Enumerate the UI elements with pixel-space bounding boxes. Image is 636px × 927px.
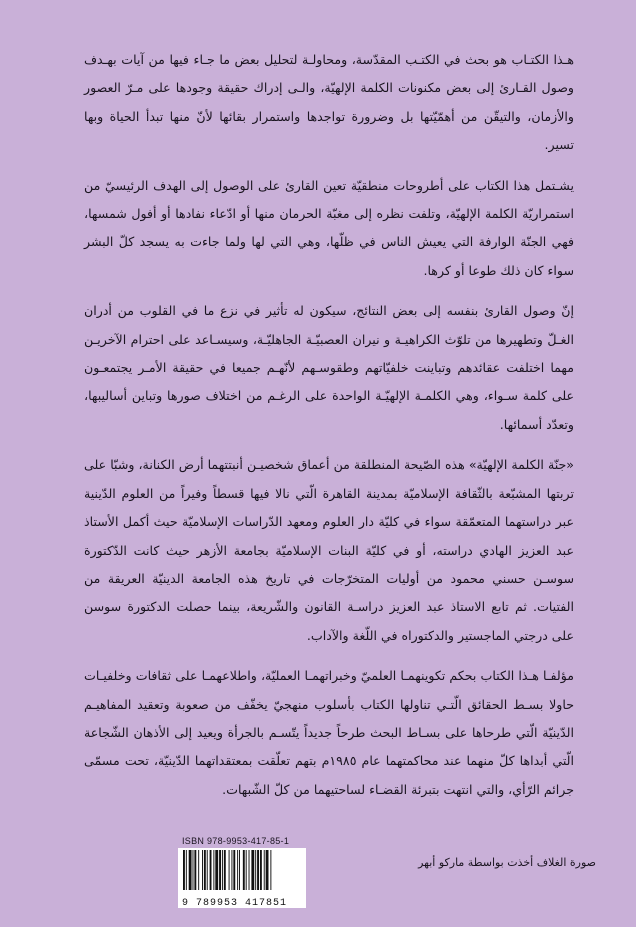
paragraph-4: «جنّة الكلمة الإلهيّة» هذه الصّيحة المنطلقة من أعماق شخصيـن أنبتتهما أرض الكنانة، وشبّا على تربتها المشبّعة بالثّقافة الإسلاميّة بمدينة القاهرة الّتي نالا فيها قسطاً وفيراً من العلوم الدّينية عبر دراستهما المتعمّقة سواء في كليّة دار العلوم ومعهد الدّراسات الإسلاميّة حيث أكمل الأستاذ عبد العزيز الهادي دراسته، أو في كليّة البنات الإسلاميّة بجامعة الأزهر حيث كانت الدّكتورة سوسـن حسني محمود من أوليات المتخرّجات في تاريخ هذه الجامعة الدينيّة العريقة من الفتيات. ثم تابع الاستاذ عبد العزيز دراسـة القانون والشّريعة، بينما حصلت الدكتورة سوسن على درجتي الماجستير والدكتوراه في اللّغة والآداب.: [84, 457, 574, 643]
paragraph-1: هـذا الكتـاب هو بحث في الكتـب المقدّسة، ومحاولـة لتحليل بعض ما جـاء فيها من آيات بهـدف وصول القـارئ إلى بعض مكنونات الكلمة الإلهيّة، والـى إدراك حقيقة وجودها على مـرّ العصور والأزمان، والتيقّن من أهمّيّتها بل وضرورة تواجدها واستمرار بقائها لأنّ منها تبدأ الحياة وبها تسير.: [84, 52, 574, 153]
cover-photo-credit: صورة الغلاف أخذت بواسطة ماركو أبهر: [418, 856, 596, 869]
blurb-text: [84, 46, 574, 816]
barcode-bars-icon: [181, 850, 297, 890]
paragraph-5: مؤلفـا هـذا الكتاب بحكم تكوينهمـا العلميّ وخبراتهمـا العمليّة، واطلاعهمـا على ثقافات وخلفيـات حاولا بسـط الحقائق الّتـي تناولها الكتاب بأسلوب منهجيّ يخفّف من صعوبة وتعقيد المفاهيـم الدّينيّة الّتي طرحاها على بسـاط البحث طرحاً جديداً يتّسـم بالجرأة ويعيد إلى الأذهان الشّجاعة الّتي أبداها كلّ منهما عند محاكمتهما عام ١٩٨٥م بتهم تعلّقت بمعتقداتهما الدّينيّة، تحت مسمّى جرائم الرّأي، والتي انتهت بتبرئة القضـاء لساحتيهما من كلّ الشّبهات.: [84, 668, 574, 797]
isbn-label: ISBN 978-9953-417-85-1: [182, 836, 290, 846]
barcode: [178, 848, 306, 908]
isbn-area: [182, 838, 602, 908]
paragraph-2: يشـتمل هذا الكتاب على أطروحات منطقيّة تعين القارئ على الوصول إلى الهدف الرئيسيّ من استمراريّة الكلمة الإلهيّة، وتلفت نظره إلى مغبّة الحرمان منها أو ادّعاء نفادها أو أفول شمسها، فهي الجنّة الوارفة التي يعيش الناس في ظلّها، وهي التي لها ولما جاءت به يسجد كلّ البشر سواء كان ذلك طوعا أو كرها.: [84, 177, 574, 278]
barcode-digits: 9 789953 417851: [182, 898, 288, 909]
paragraph-3: إنّ وصول القارئ بنفسه إلى بعض النتائج، سيكون له تأثير في نزع ما في القلوب من أدران الغـلّ وتطهيرها من تلوّث الكراهيـة و نيران العصبيّـة الجاهليّـة، وسيسـاعد على احترام الآخريـن مهما اختلفت عقائدهم وتباينت خلفيّاتهم وطقوسـهم لأنّهـم جميعا في حقيقة الأمـر يجتمعـون على كلمة سـواء، وهي الكلمـة الإلهيّـة الواحدة على الرغـم من اختلاف صورها وتباين أساليبها، وتعدّد أسمائها.: [84, 303, 574, 432]
